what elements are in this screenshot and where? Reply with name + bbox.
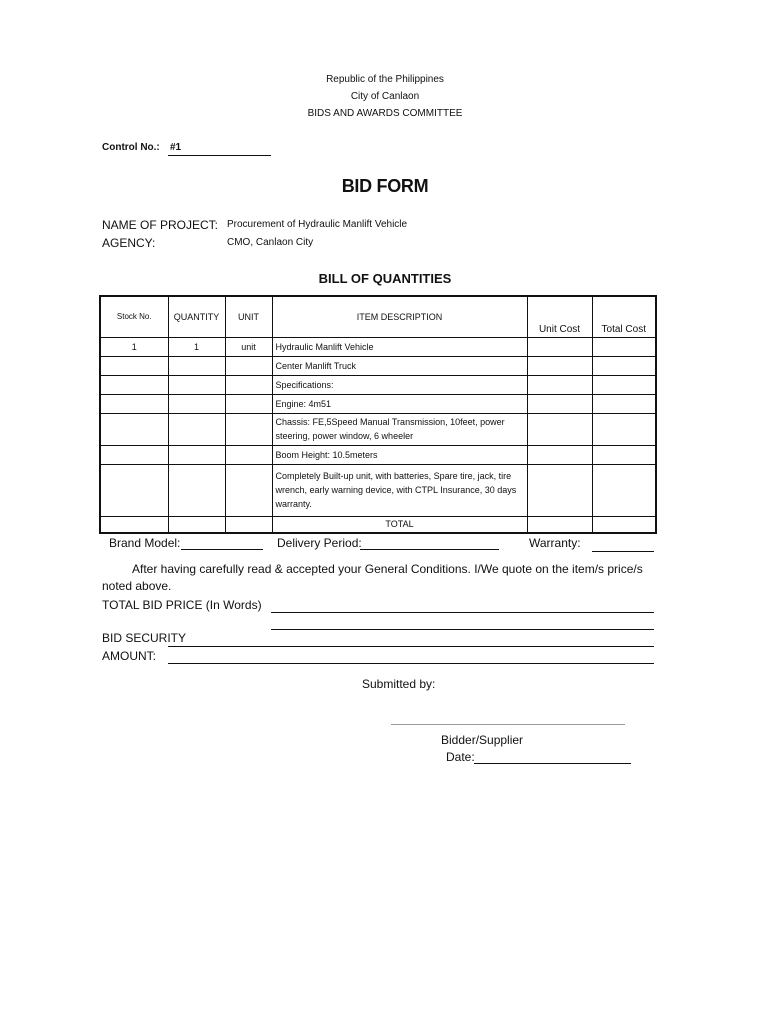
bill-of-quantities-table — [99, 295, 657, 534]
row-total-cost — [592, 413, 656, 445]
row-stock-no: 1 — [100, 337, 168, 356]
header-unit: UNIT — [225, 296, 272, 337]
row-stock-no — [100, 375, 168, 394]
bidder-supplier-label: Bidder/Supplier — [441, 733, 524, 747]
acceptance-statement: After having carefully read & accepted your General Conditions. I/We quote on the item/s price/s noted above. — [102, 562, 643, 593]
header-item-description: ITEM DESCRIPTION — [272, 296, 527, 337]
row-unit — [225, 356, 272, 375]
table-row — [100, 337, 656, 356]
row-unit-cost — [527, 394, 592, 413]
row-quantity — [168, 445, 225, 464]
agency-value: CMO, Canlaon City — [227, 237, 314, 248]
total-bid-price-label: TOTAL BID PRICE (In Words) — [102, 598, 262, 612]
total-label: TOTAL — [272, 516, 527, 533]
table-row — [100, 413, 656, 445]
date-label: Date: — [446, 750, 475, 764]
total-bid-price-line-2[interactable] — [271, 629, 654, 630]
delivery-period-label: Delivery Period: — [277, 536, 362, 550]
total-blank — [100, 516, 168, 533]
row-description: Engine: 4m51 — [272, 394, 527, 413]
row-quantity — [168, 413, 225, 445]
row-unit-cost — [527, 464, 592, 516]
row-unit-cost — [527, 337, 592, 356]
submitted-by-label: Submitted by: — [362, 677, 436, 691]
row-quantity — [168, 356, 225, 375]
date-line[interactable] — [474, 763, 631, 764]
control-no-label: Control No.: — [102, 142, 160, 153]
table-header-row — [100, 296, 656, 337]
total-amount — [592, 516, 656, 533]
table-row — [100, 375, 656, 394]
row-description: Center Manlift Truck — [272, 356, 527, 375]
row-description: Hydraulic Manlift Vehicle — [272, 337, 527, 356]
total-bid-price-line-1[interactable] — [271, 612, 654, 613]
total-unit-cost — [527, 516, 592, 533]
row-total-cost — [592, 337, 656, 356]
row-total-cost — [592, 394, 656, 413]
warranty-line[interactable] — [592, 551, 654, 552]
row-total-cost — [592, 464, 656, 516]
row-unit-cost — [527, 375, 592, 394]
row-unit-cost — [527, 445, 592, 464]
control-no-line — [168, 155, 271, 156]
header-committee: BIDS AND AWARDS COMMITTEE — [307, 108, 463, 119]
row-stock-no — [100, 445, 168, 464]
row-description: Chassis: FE,5Speed Manual Transmission, 10feet, power steering, power window, 6 wheeler — [272, 413, 527, 445]
project-name-value: Procurement of Hydraulic Manlift Vehicle — [227, 219, 408, 230]
row-unit — [225, 375, 272, 394]
warranty-label: Warranty: — [529, 536, 581, 550]
row-unit — [225, 413, 272, 445]
header-stock-no: Stock No. — [100, 296, 168, 337]
row-total-cost — [592, 356, 656, 375]
amount-line[interactable] — [168, 663, 654, 664]
project-name-label: NAME OF PROJECT: — [102, 218, 219, 232]
total-blank — [168, 516, 225, 533]
row-quantity — [168, 464, 225, 516]
row-unit — [225, 394, 272, 413]
row-unit: unit — [225, 337, 272, 356]
row-stock-no — [100, 394, 168, 413]
row-quantity: 1 — [168, 337, 225, 356]
page-title: BID FORM — [341, 176, 429, 196]
delivery-period-line[interactable] — [360, 549, 499, 550]
table-row — [100, 356, 656, 375]
table-row — [100, 464, 656, 516]
row-unit — [225, 445, 272, 464]
bid-security-label: BID SECURITY — [102, 631, 187, 645]
row-unit-cost — [527, 413, 592, 445]
agency-label: AGENCY: — [102, 236, 156, 250]
header-city: City of Canlaon — [350, 91, 420, 102]
header-total-cost: Total Cost — [592, 296, 656, 337]
signature-line[interactable] — [391, 724, 625, 725]
table-row — [100, 394, 656, 413]
control-no-value: #1 — [170, 142, 182, 153]
table-total-row — [100, 516, 656, 533]
row-unit-cost — [527, 356, 592, 375]
brand-model-line[interactable] — [181, 549, 263, 550]
header-republic: Republic of the Philippines — [326, 74, 444, 85]
row-stock-no — [100, 356, 168, 375]
row-description: Specifications: — [272, 375, 527, 394]
row-stock-no — [100, 464, 168, 516]
row-total-cost — [592, 375, 656, 394]
brand-model-label: Brand Model: — [109, 536, 181, 550]
row-stock-no — [100, 413, 168, 445]
bid-security-line[interactable] — [168, 646, 654, 647]
row-description: Boom Height: 10.5meters — [272, 445, 527, 464]
row-quantity — [168, 394, 225, 413]
header-quantity: QUANTITY — [168, 296, 225, 337]
amount-label: AMOUNT: — [102, 649, 156, 663]
boq-title: BILL OF QUANTITIES — [318, 271, 452, 286]
header-unit-cost: Unit Cost — [527, 296, 592, 337]
row-unit — [225, 464, 272, 516]
row-quantity — [168, 375, 225, 394]
row-total-cost — [592, 445, 656, 464]
row-description: Completely Built-up unit, with batteries, Spare tire, jack, tire wrench, early warning device, with CTPL Insurance, 30 days warranty. — [272, 464, 527, 516]
table-row — [100, 445, 656, 464]
total-blank — [225, 516, 272, 533]
